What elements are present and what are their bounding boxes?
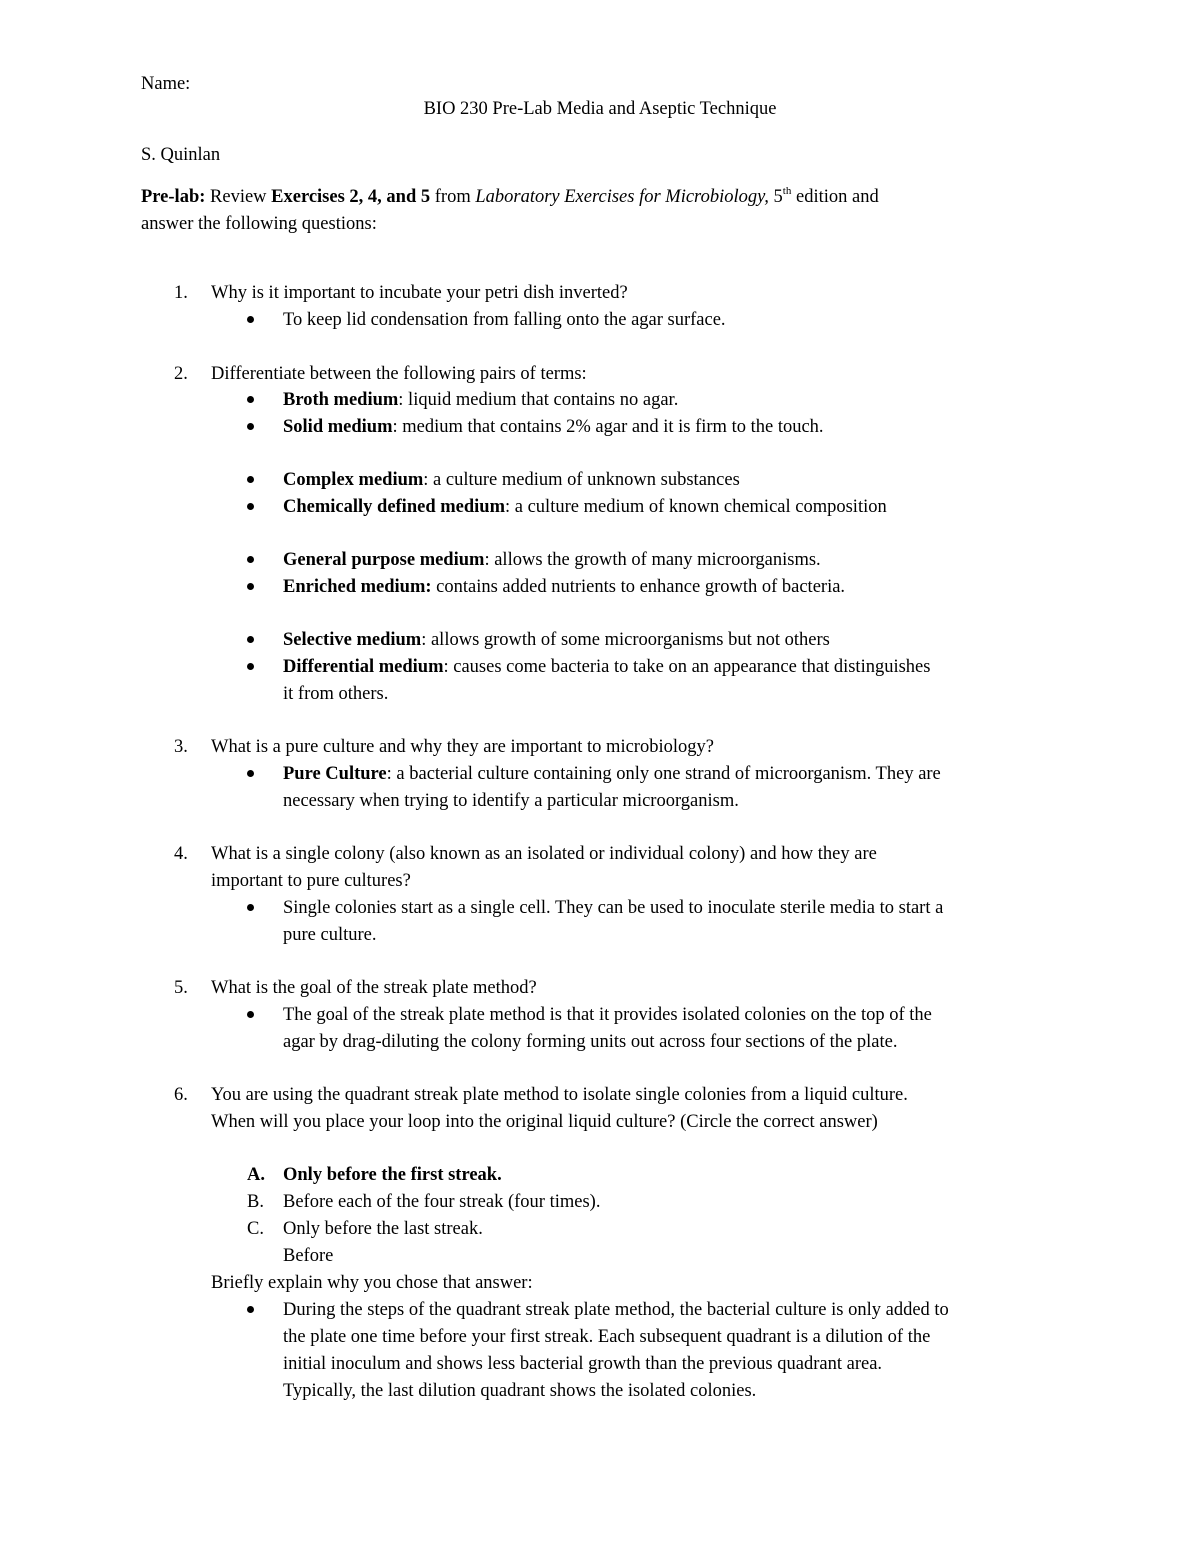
bullet-icon xyxy=(247,636,254,643)
term-solid-medium xyxy=(283,416,824,438)
question-6-number: 6. xyxy=(174,1085,188,1105)
term-complex-medium xyxy=(283,469,740,491)
question-2-text: Differentiate between the following pairs of terms: xyxy=(211,364,587,384)
edition-suffix: th xyxy=(782,184,792,197)
term-selective-medium xyxy=(283,629,830,651)
explanation-line: the plate one time before your first streak. Each subsequent quadrant is a dilution of the xyxy=(283,1327,931,1347)
term-label: General purpose medium xyxy=(283,550,485,570)
bullet-icon xyxy=(247,423,254,430)
term-label: Pure Culture xyxy=(283,764,387,784)
answer-5-cont: agar by drag-diluting the colony forming units out across four sections of the plate. xyxy=(283,1032,898,1052)
question-3-number: 3. xyxy=(174,737,188,757)
bullet-icon xyxy=(247,556,254,563)
term-label: Selective medium xyxy=(283,630,422,650)
bullet-icon xyxy=(247,583,254,590)
explain-prompt: Briefly explain why you chose that answer: xyxy=(211,1273,533,1293)
bullet-icon xyxy=(247,1306,254,1313)
question-3-text: What is a pure culture and why they are important to microbiology? xyxy=(211,737,714,757)
option-a-letter: A. xyxy=(247,1165,265,1185)
term-differential-medium xyxy=(283,656,930,678)
bullet-icon xyxy=(247,663,254,670)
prelab-instructions xyxy=(141,186,879,208)
term-definition: : medium that contains 2% agar and it is firm to the touch. xyxy=(392,417,824,437)
term-definition: : allows the growth of many microorganisms. xyxy=(484,550,821,570)
from-text: from xyxy=(430,187,476,207)
term-label: Solid medium xyxy=(283,417,393,437)
answer-5: The goal of the streak plate method is that it provides isolated colonies on the top of the xyxy=(283,1005,932,1025)
answer-4-cont: pure culture. xyxy=(283,925,377,945)
bullet-icon xyxy=(247,316,254,323)
option-c-letter: C. xyxy=(247,1219,264,1239)
question-5-number: 5. xyxy=(174,978,188,998)
term-label: Complex medium xyxy=(283,470,424,490)
explanation-line: During the steps of the quadrant streak plate method, the bacterial culture is only added to xyxy=(283,1300,949,1320)
term-definition: : a culture medium of unknown substances xyxy=(423,470,740,490)
name-label: Name: xyxy=(141,74,191,94)
question-4-text-cont: important to pure cultures? xyxy=(211,871,411,891)
option-c-text: Only before the last streak. xyxy=(283,1219,483,1239)
term-definition: : a bacterial culture containing only one strand of microorganism. They are xyxy=(386,764,941,784)
question-2-number: 2. xyxy=(174,364,188,384)
bullet-icon xyxy=(247,476,254,483)
answer-4: Single colonies start as a single cell. They can be used to inoculate sterile media to start a xyxy=(283,898,944,918)
answer-3 xyxy=(283,763,941,785)
edition-text: edition and xyxy=(791,187,879,207)
question-1-text: Why is it important to incubate your petri dish inverted? xyxy=(211,283,628,303)
term-enriched-medium xyxy=(283,576,845,598)
question-5-text: What is the goal of the streak plate method? xyxy=(211,978,537,998)
question-6-text-cont: When will you place your loop into the original liquid culture? (Circle the correct answer) xyxy=(211,1112,878,1132)
answer-3-cont: necessary when trying to identify a particular microorganism. xyxy=(283,791,739,811)
option-b-text: Before each of the four streak (four times). xyxy=(283,1192,601,1212)
term-label: Enriched medium: xyxy=(283,577,432,597)
term-definition: : liquid medium that contains no agar. xyxy=(398,390,679,410)
author: S. Quinlan xyxy=(141,145,221,165)
bullet-icon xyxy=(247,1011,254,1018)
term-general-purpose-medium xyxy=(283,549,821,571)
stray-text: Before xyxy=(283,1246,334,1266)
term-label: Differential medium xyxy=(283,657,444,677)
prelab-instructions-cont: answer the following questions: xyxy=(141,214,377,234)
term-definition: : a culture medium of known chemical composition xyxy=(505,497,887,517)
book-title: Laboratory Exercises for Microbiology, xyxy=(475,187,769,207)
term-definition: : causes come bacteria to take on an appearance that distinguishes xyxy=(443,657,931,677)
edition-number: 5 xyxy=(768,187,783,207)
option-b-letter: B. xyxy=(247,1192,264,1212)
prelab-label: Pre-lab: xyxy=(141,187,206,207)
term-label: Chemically defined medium xyxy=(283,497,505,517)
bullet-icon xyxy=(247,904,254,911)
term-chemically-defined-medium xyxy=(283,496,887,518)
term-definition: : allows growth of some microorganisms but not others xyxy=(421,630,830,650)
term-differential-medium-cont: it from others. xyxy=(283,684,389,704)
bullet-icon xyxy=(247,770,254,777)
term-definition: contains added nutrients to enhance growth of bacteria. xyxy=(431,577,846,597)
term-broth-medium xyxy=(283,389,678,411)
question-1-number: 1. xyxy=(174,283,188,303)
document-title: BIO 230 Pre-Lab Media and Aseptic Technique xyxy=(423,99,777,119)
explanation-line: Typically, the last dilution quadrant shows the isolated colonies. xyxy=(283,1381,757,1401)
question-6-text: You are using the quadrant streak plate method to isolate single colonies from a liquid culture. xyxy=(211,1085,908,1105)
question-4-text: What is a single colony (also known as an isolated or individual colony) and how they are xyxy=(211,844,877,864)
explanation-line: initial inoculum and shows less bacterial growth than the previous quadrant area. xyxy=(283,1354,883,1374)
review-text: Review xyxy=(205,187,272,207)
bullet-icon xyxy=(247,503,254,510)
answer-1: To keep lid condensation from falling onto the agar surface. xyxy=(283,310,726,330)
exercises-ref: Exercises 2, 4, and 5 xyxy=(271,187,431,207)
bullet-icon xyxy=(247,396,254,403)
option-a-text: Only before the first streak. xyxy=(283,1165,502,1185)
term-label: Broth medium xyxy=(283,390,399,410)
question-4-number: 4. xyxy=(174,844,188,864)
